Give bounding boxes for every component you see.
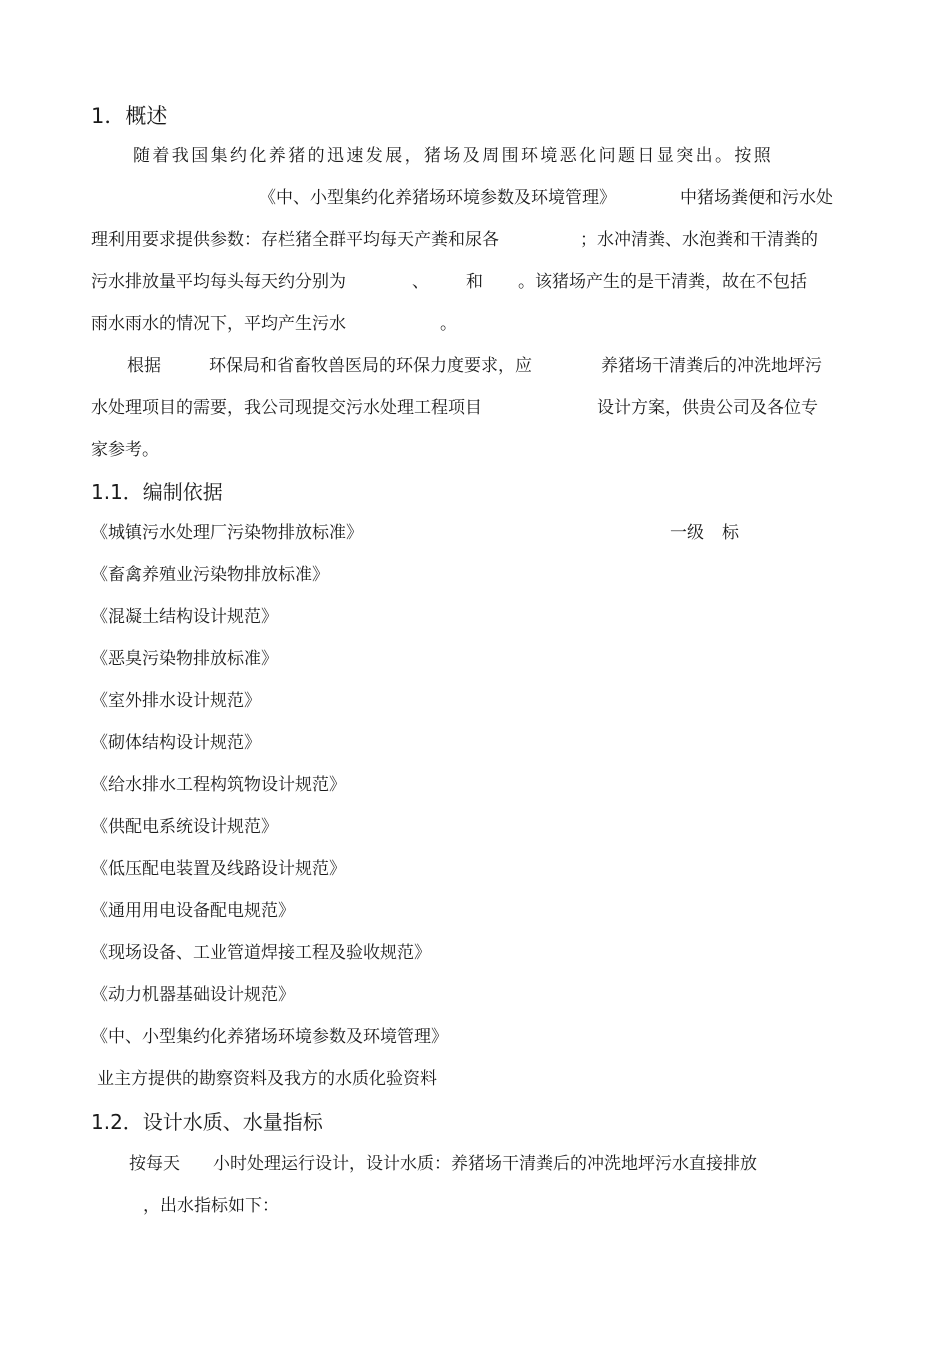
paragraph-1-line-3b: ；水冲清粪、水泡粪和干清粪的 bbox=[580, 230, 818, 250]
paragraph-1-line-4c: 和 bbox=[466, 272, 483, 292]
paragraph-2-line-1a: 根据 bbox=[127, 356, 161, 376]
reference-item: 《恶臭污染物排放标准》 bbox=[91, 649, 278, 669]
section-1-2-heading: 1.2．设计水质、水量指标 bbox=[91, 1110, 323, 1134]
design-line-1b: 小时处理运行设计，设计水质：养猪场干清粪后的冲洗地坪污水直接排放 bbox=[213, 1154, 757, 1174]
paragraph-1-line-4b: 、 bbox=[412, 272, 429, 292]
paragraph-1-line-5a: 雨水雨水的情况下，平均产生污水 bbox=[91, 314, 346, 334]
paragraph-2-line-1c: 养猪场干清粪后的冲洗地坪污 bbox=[601, 356, 822, 376]
reference-item: 业主方提供的勘察资料及我方的水质化验资料 bbox=[97, 1069, 437, 1089]
reference-item: 《供配电系统设计规范》 bbox=[91, 817, 278, 837]
paragraph-2-line-1b: 环保局和省畜牧兽医局的环保力度要求，应 bbox=[209, 356, 532, 376]
reference-item: 《城镇污水处理厂污染物排放标准》 bbox=[91, 523, 363, 543]
section-1-heading: 1．概述 bbox=[91, 104, 168, 128]
paragraph-2-line-2a: 水处理项目的需要，我公司现提交污水处理工程项目 bbox=[91, 398, 482, 418]
reference-item: 《砌体结构设计规范》 bbox=[91, 733, 261, 753]
paragraph-1-line-2b: 中猪场粪便和污水处 bbox=[680, 188, 833, 208]
reference-item: 《混凝土结构设计规范》 bbox=[91, 607, 278, 627]
design-line-2: ，出水指标如下： bbox=[143, 1196, 279, 1216]
section-1-1-heading: 1.1．编制依据 bbox=[91, 480, 223, 504]
paragraph-1-line-4d: 。该猪场产生的是干清粪，故在不包括 bbox=[518, 272, 807, 292]
reference-item-suffix-b: 标 bbox=[722, 523, 739, 543]
paragraph-1-line-1: 随着我国集约化养猪的迅速发展，猪场及周围环境恶化问题日显突出。按照 bbox=[133, 146, 774, 166]
reference-item: 《通用用电设备配电规范》 bbox=[91, 901, 295, 921]
paragraph-2-line-3: 家参考。 bbox=[91, 440, 159, 460]
reference-item: 《中、小型集约化养猪场环境参数及环境管理》 bbox=[91, 1027, 448, 1047]
paragraph-1-line-2a: 《中、小型集约化养猪场环境参数及环境管理》 bbox=[259, 188, 616, 208]
paragraph-1-line-3a: 理利用要求提供参数：存栏猪全群平均每天产粪和尿各 bbox=[91, 230, 499, 250]
reference-item: 《畜禽养殖业污染物排放标准》 bbox=[91, 565, 329, 585]
paragraph-1-line-4a: 污水排放量平均每头每天约分别为 bbox=[91, 272, 346, 292]
paragraph-1-line-5b: 。 bbox=[440, 314, 457, 334]
paragraph-2-line-2b: 设计方案，供贵公司及各位专 bbox=[597, 398, 818, 418]
reference-item: 《给水排水工程构筑物设计规范》 bbox=[91, 775, 346, 795]
reference-item: 《现场设备、工业管道焊接工程及验收规范》 bbox=[91, 943, 431, 963]
reference-item: 《低压配电装置及线路设计规范》 bbox=[91, 859, 346, 879]
reference-item: 《室外排水设计规范》 bbox=[91, 691, 261, 711]
design-line-1a: 按每天 bbox=[129, 1154, 180, 1174]
reference-item: 《动力机器基础设计规范》 bbox=[91, 985, 295, 1005]
reference-item-suffix-a: 一级 bbox=[670, 523, 704, 543]
